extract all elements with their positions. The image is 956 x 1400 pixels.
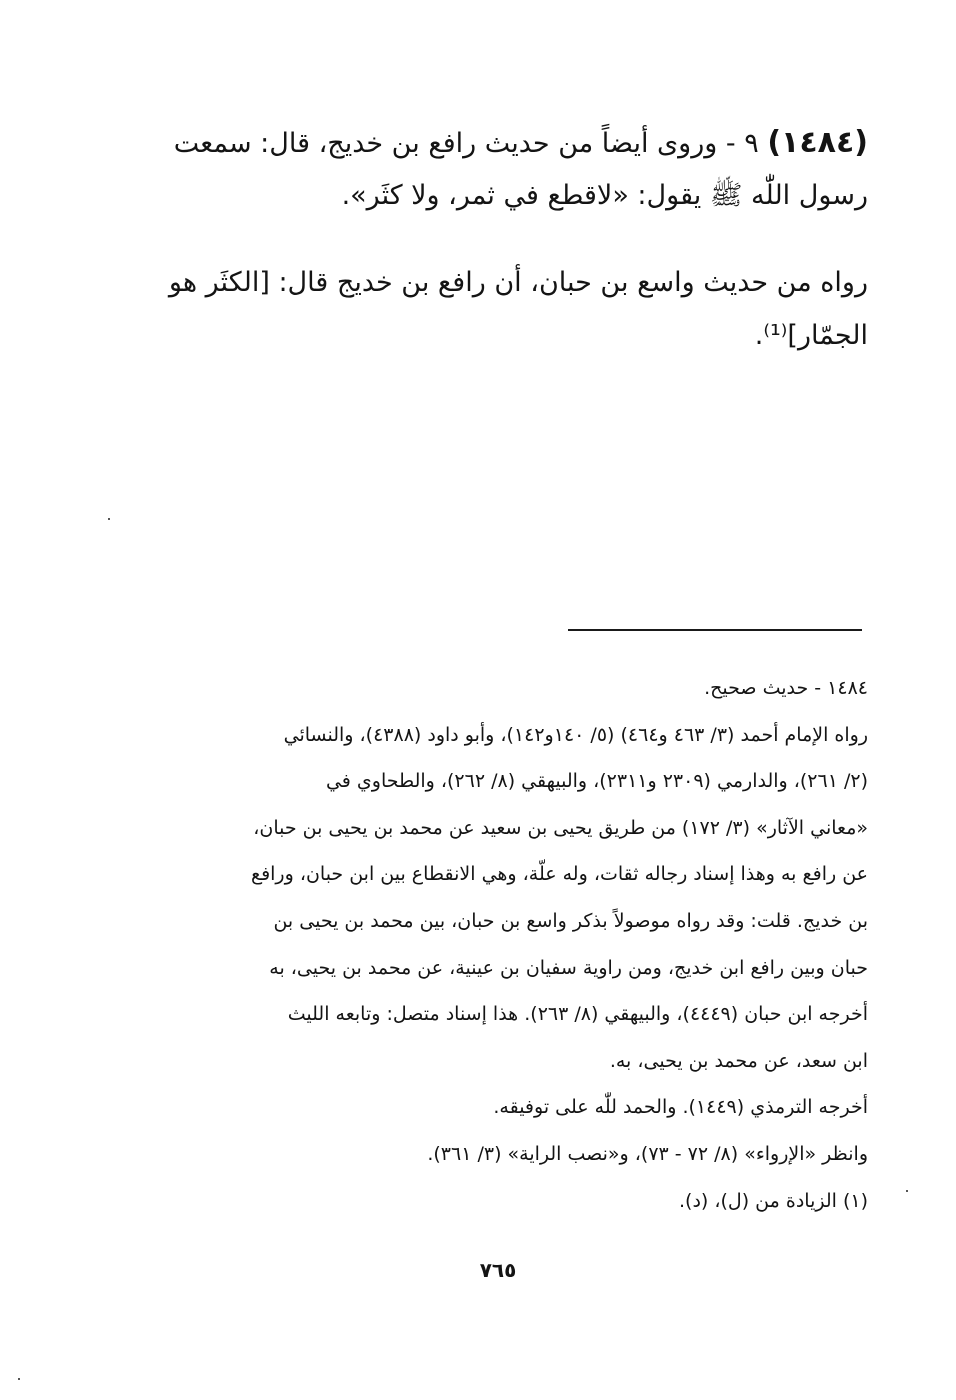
footnotes-block <box>150 665 868 1224</box>
footnote-divider <box>568 629 862 631</box>
hadith-number: (١٤٨٤) <box>767 125 868 160</box>
footnote-line: أخرجه الترمذي (١٤٤٩). والحمد للّٰه على توفيقه. <box>493 1096 868 1119</box>
hadith-line-1 <box>150 116 868 169</box>
footnote-line: ابن سعد، عن محمد بن يحيى، به. <box>609 1049 868 1072</box>
footnote-line: بن خديج. قلت: وقد رواه موصولاً بذكر واسع بن حبان، بين محمد بن يحيى بن <box>273 909 868 932</box>
hadith-line-1-text: ٩ - وروى أيضاً من حديث رافع بن خديج، قال: سمعت <box>173 128 759 159</box>
footnote-line: حبان وبين رافع ابن خديج، ومن راوية سفيان بن عينية، عن محمد بن يحيى، به <box>269 956 868 979</box>
footnote-line: وانظر «الإرواء» (٨/ ٧٢ - ٧٣)، و«نصب الراية» (٣/ ٣٦١). <box>427 1142 868 1165</box>
scan-speck <box>108 518 110 520</box>
hadith-paragraph <box>150 116 868 222</box>
scan-speck <box>906 1190 908 1192</box>
scan-speck <box>18 1378 20 1380</box>
footnote-line: رواه الإمام أحمد (٣/ ٤٦٣ و٤٦٤) (٥/ ١٤٠و١٤٢)، وأبو داود (٤٣٨٨)، والنسائي <box>283 723 868 746</box>
page-number: ٧٦٥ <box>479 1258 517 1282</box>
footnote-line: أخرجه ابن حبان (٤٤٤٩)، والبيهقي (٨/ ٢٦٣). هذا إسناد متصل: وتابعه الليث <box>287 1003 868 1026</box>
footnote-line: عن رافع به وهذا إسناد رجاله ثقات، وله علّة، وهي الانقطاع بين ابن حبان، ورافع <box>250 863 868 886</box>
narration-line-2: الجمّار]⁽¹⁾. <box>754 320 868 351</box>
narration-paragraph <box>150 256 868 362</box>
narration-line-1: رواه من حديث واسع بن حبان، أن رافع بن خديج قال: [الكثَر هو <box>168 267 868 298</box>
footnote-line: ١٤٨٤ - حديث صحيح. <box>704 677 868 699</box>
footnote-line: (١) الزيادة من (ل)، (د). <box>679 1189 868 1212</box>
footnote-line: «معاني الآثار» (٣/ ١٧٢) من طريق يحيى بن سعيد عن محمد بن يحيى بن حبان، <box>253 816 868 839</box>
hadith-line-2: رسول اللّٰه ﷺ يقول: «لاقطع في ثمر، ولا كثَر». <box>341 180 868 211</box>
footnote-line: (٢/ ٢٦١)، والدارمي (٢٣٠٩ و٢٣١١)، والبيهقي (٨/ ٢٦٢)، والطحاوي في <box>325 770 868 793</box>
